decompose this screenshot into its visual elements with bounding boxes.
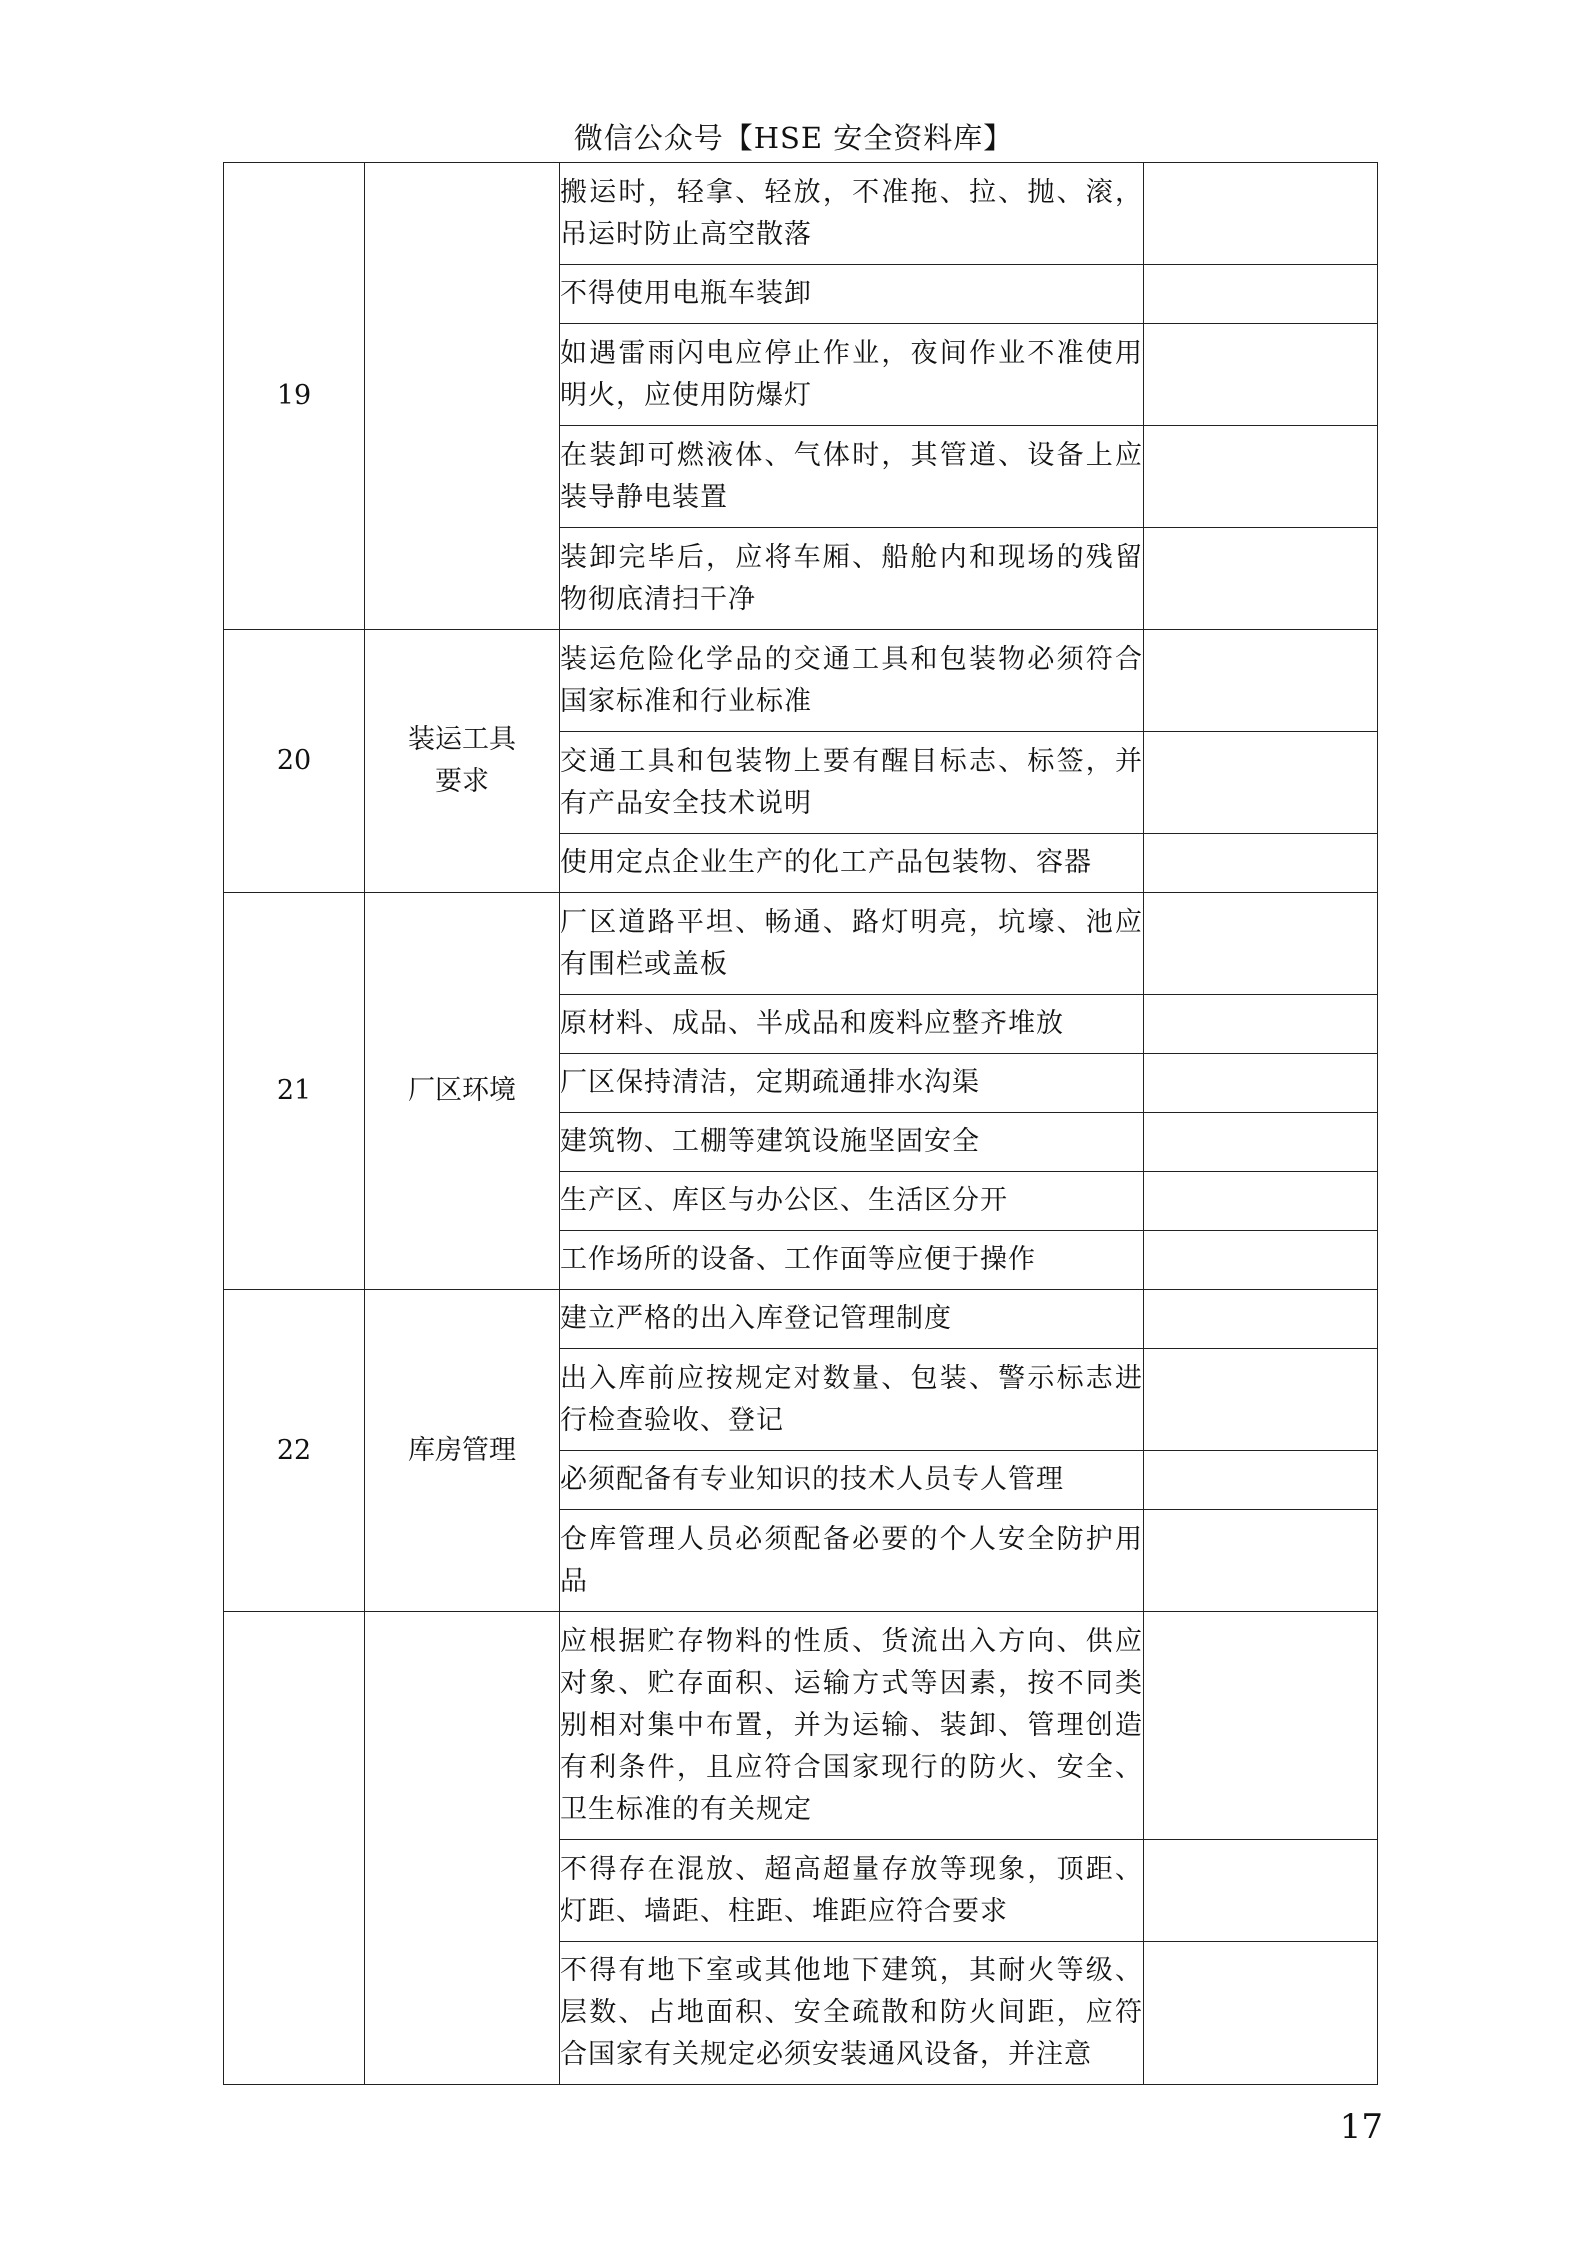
- check-content-cell: 出入库前应按规定对数量、包装、警示标志进行检查验收、登记: [560, 1349, 1144, 1451]
- remark-cell: [1144, 1840, 1378, 1942]
- remark-cell: [1144, 1290, 1378, 1349]
- check-item-label: 装运工具要求: [408, 724, 516, 797]
- check-content-cell: 厂区道路平坦、畅通、路灯明亮，坑壕、池应有围栏或盖板: [560, 893, 1144, 995]
- remark-cell: [1144, 528, 1378, 630]
- check-content-cell: 搬运时，轻拿、轻放，不准拖、拉、抛、滚，吊运时防止高空散落: [560, 163, 1144, 265]
- check-content-cell: 生产区、库区与办公区、生活区分开: [560, 1172, 1144, 1231]
- remark-cell: [1144, 732, 1378, 834]
- remark-cell: [1144, 163, 1378, 265]
- check-content-cell: 交通工具和包装物上要有醒目标志、标签，并有产品安全技术说明: [560, 732, 1144, 834]
- check-content-cell: 建筑物、工棚等建筑设施坚固安全: [560, 1113, 1144, 1172]
- item-number-cell: [224, 1612, 365, 2085]
- check-item-cell: [365, 893, 560, 1290]
- check-item-label: 库房管理: [408, 1434, 516, 1466]
- check-content-cell: 建立严格的出入库登记管理制度: [560, 1290, 1144, 1349]
- remark-cell: [1144, 1113, 1378, 1172]
- check-item-cell: [365, 163, 560, 630]
- remark-cell: [1144, 1451, 1378, 1510]
- page-number: 17: [1339, 2107, 1383, 2147]
- check-content-cell: 工作场所的设备、工作面等应便于操作: [560, 1231, 1144, 1290]
- remark-cell: [1144, 1942, 1378, 2085]
- remark-cell: [1144, 893, 1378, 995]
- check-content-cell: 如遇雷雨闪电应停止作业，夜间作业不准使用明火，应使用防爆灯: [560, 324, 1144, 426]
- check-content-cell: 使用定点企业生产的化工产品包装物、容器: [560, 834, 1144, 893]
- table-row: [224, 163, 1378, 265]
- remark-cell: [1144, 995, 1378, 1054]
- remark-cell: [1144, 1172, 1378, 1231]
- remark-cell: [1144, 426, 1378, 528]
- remark-cell: [1144, 324, 1378, 426]
- remark-cell: [1144, 834, 1378, 893]
- check-content-cell: 厂区保持清洁，定期疏通排水沟渠: [560, 1054, 1144, 1113]
- check-content-cell: 仓库管理人员必须配备必要的个人安全防护用品: [560, 1510, 1144, 1612]
- table-row: [224, 1612, 1378, 1840]
- check-content-cell: 装运危险化学品的交通工具和包装物必须符合国家标准和行业标准: [560, 630, 1144, 732]
- table-row: [224, 893, 1378, 995]
- check-content-cell: 不得有地下室或其他地下建筑，其耐火等级、层数、占地面积、安全疏散和防火间距，应符合国家有关规定必须安装通风设备，并注意: [560, 1942, 1144, 2085]
- remark-cell: [1144, 1231, 1378, 1290]
- remark-cell: [1144, 1054, 1378, 1113]
- check-content-cell: 应根据贮存物料的性质、货流出入方向、供应对象、贮存面积、运输方式等因素，按不同类别相对集中布置，并为运输、装卸、管理创造有利条件，且应符合国家现行的防火、安全、卫生标准的有关规定: [560, 1612, 1144, 1840]
- safety-checklist-table: [223, 162, 1378, 2085]
- check-content-cell: 在装卸可燃液体、气体时，其管道、设备上应装导静电装置: [560, 426, 1144, 528]
- check-content-cell: 不得存在混放、超高超量存放等现象，顶距、灯距、墙距、柱距、堆距应符合要求: [560, 1840, 1144, 1942]
- item-number-cell: 21: [224, 893, 365, 1290]
- page-header: 微信公众号【HSE 安全资料库】: [573, 121, 1014, 155]
- check-content-cell: 装卸完毕后，应将车厢、船舱内和现场的残留物彻底清扫干净: [560, 528, 1144, 630]
- item-number-cell: 19: [224, 163, 365, 630]
- table-row: [224, 630, 1378, 732]
- remark-cell: [1144, 265, 1378, 324]
- check-item-cell: [365, 1290, 560, 1612]
- remark-cell: [1144, 1612, 1378, 1840]
- remark-cell: [1144, 630, 1378, 732]
- check-content-cell: 必须配备有专业知识的技术人员专人管理: [560, 1451, 1144, 1510]
- remark-cell: [1144, 1349, 1378, 1451]
- check-content-cell: 不得使用电瓶车装卸: [560, 265, 1144, 324]
- check-item-cell: [365, 630, 560, 893]
- check-item-label: 厂区环境: [408, 1075, 516, 1106]
- check-content-cell: 原材料、成品、半成品和废料应整齐堆放: [560, 995, 1144, 1054]
- item-number-cell: 22: [224, 1290, 365, 1612]
- remark-cell: [1144, 1510, 1378, 1612]
- item-number-cell: 20: [224, 630, 365, 893]
- check-item-cell: [365, 1612, 560, 2085]
- table-row: [224, 1290, 1378, 1349]
